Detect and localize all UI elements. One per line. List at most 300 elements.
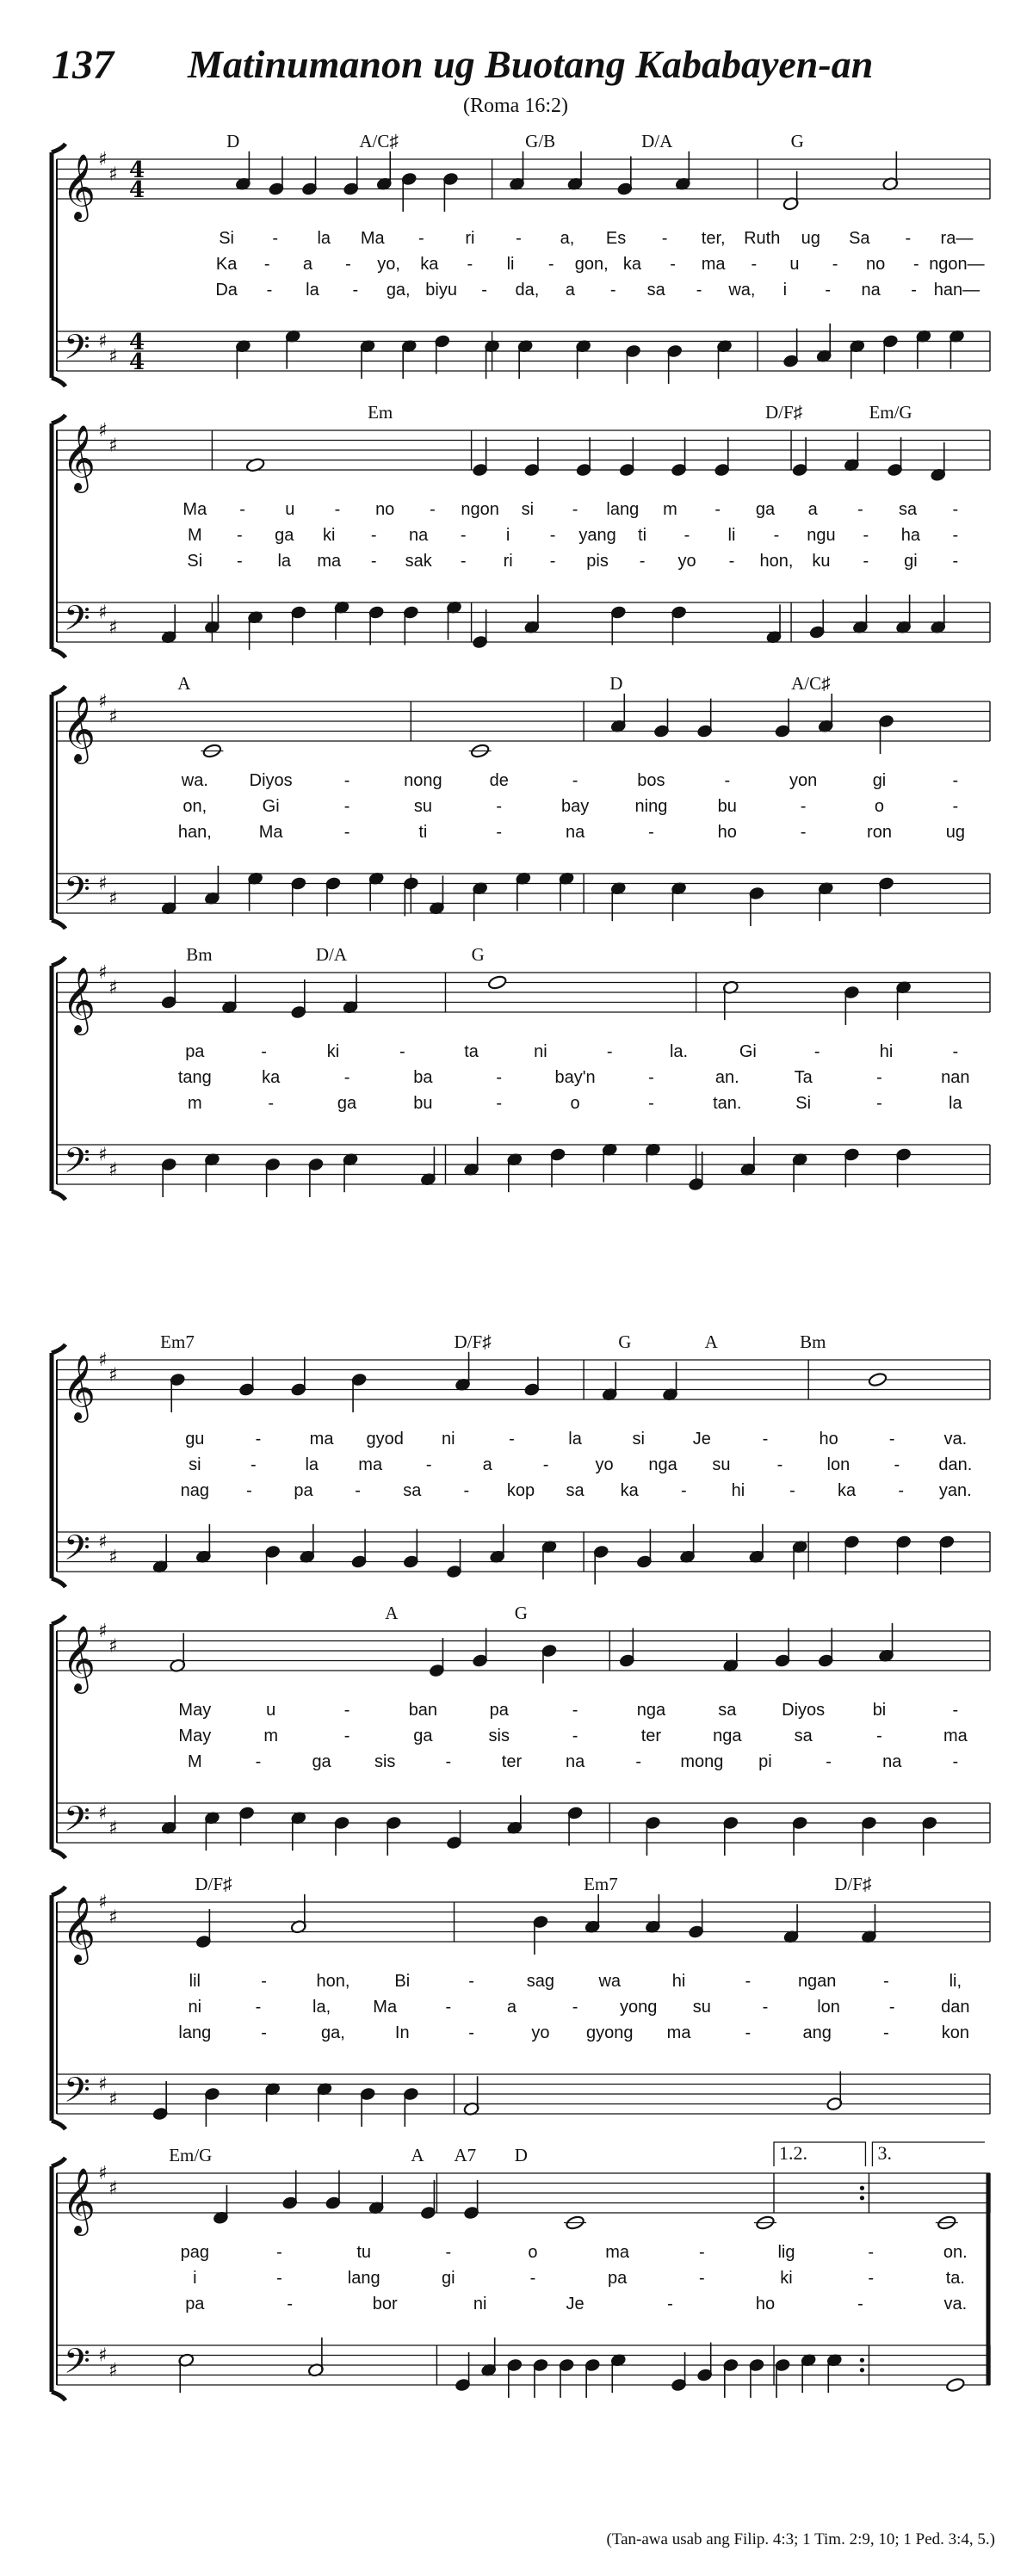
treble-clef: 𝄞	[62, 967, 96, 1033]
lyric-syllable: M	[187, 1752, 202, 1771]
lyric-syllable: su	[692, 1998, 711, 2017]
bass-clef: 𝄢	[64, 598, 90, 647]
lyric-syllable: -	[773, 526, 780, 545]
lyric-syllable: ti	[418, 823, 428, 842]
lyric-syllable: nga	[713, 1727, 742, 1745]
lyric-syllable: lon	[826, 1455, 851, 1474]
lyric-syllable: ban	[408, 1701, 438, 1720]
treble-clef: 𝄞	[62, 695, 96, 762]
lyric-syllable: -	[542, 1455, 549, 1474]
lyric-syllable: -	[639, 552, 646, 571]
lyric-syllable: -	[800, 823, 807, 842]
lyric-syllable: ga	[755, 500, 776, 519]
lyric-syllable: -	[287, 2295, 294, 2313]
lyric-syllable: han—	[933, 281, 980, 300]
lyric-syllable: sa	[718, 1701, 737, 1720]
lyric-syllable: gyong	[585, 2023, 634, 2042]
lyric-syllable: -	[832, 255, 838, 274]
lyric-syllable: In	[394, 2023, 410, 2042]
chord-symbol: D	[226, 131, 240, 151]
lyric-syllable: -	[261, 1972, 267, 1991]
scripture-reference: (Roma 16:2)	[463, 95, 568, 117]
lyric-syllable: ning	[634, 797, 668, 816]
lyric-syllable: yong	[620, 1998, 658, 2017]
lyric-syllable: -	[661, 229, 668, 248]
lyric-syllable: -	[516, 229, 522, 248]
lyric-syllable: -	[345, 255, 351, 274]
lyric-syllable: va.	[943, 1430, 968, 1449]
lyric-syllable: lil	[189, 1972, 201, 1991]
lyric-syllable: -	[745, 2023, 752, 2042]
chord-symbol: A	[704, 1331, 718, 1352]
lyric-syllable: -	[868, 2269, 875, 2288]
lyric-syllable: pa	[185, 1042, 205, 1061]
lyric-syllable: ngan	[797, 1972, 837, 1991]
chord-symbol: G	[514, 1603, 528, 1623]
lyric-syllable: -	[952, 552, 959, 571]
lyric-syllable: -	[572, 500, 578, 519]
sharp-sign: ♯	[108, 706, 118, 728]
lyric-syllable: -	[905, 229, 912, 248]
lyric-syllable: -	[648, 823, 654, 842]
lyric-syllable: i	[782, 281, 788, 300]
sharp-sign: ♯	[98, 1531, 108, 1554]
lyric-syllable: ga,	[386, 281, 411, 300]
lyric-syllable: bi	[872, 1701, 887, 1720]
lyric-syllable: -	[745, 1972, 752, 1991]
sharp-sign: ♯	[98, 1892, 108, 1913]
lyric-syllable: la	[306, 281, 319, 300]
lyric-syllable: li	[727, 526, 736, 545]
lyric-syllable: -	[445, 2243, 452, 2262]
lyric-syllable: la	[305, 1455, 319, 1474]
sharp-sign: ♯	[108, 616, 118, 639]
lyric-syllable: -	[762, 1998, 769, 2017]
lyric-syllable: Gi	[739, 1042, 757, 1061]
lyric-syllable: su	[413, 797, 432, 816]
hymn-number: 137	[52, 42, 114, 88]
treble-clef: 𝄞	[62, 1896, 96, 1962]
lyric-syllable: -	[952, 500, 959, 519]
sharp-sign: ♯	[108, 977, 118, 999]
lyric-syllable: -	[572, 1998, 578, 2017]
lyric-syllable: -	[246, 1481, 252, 1500]
lyric-syllable: -	[813, 1042, 820, 1061]
lyric-syllable: -	[863, 552, 869, 571]
lyric-syllable: Si	[187, 552, 203, 571]
lyric-syllable: o	[570, 1094, 580, 1113]
chord-symbol: Bm	[800, 1331, 826, 1352]
lyric-syllable: Ta	[794, 1068, 813, 1087]
lyric-syllable: -	[698, 2243, 705, 2262]
chord-symbol: G	[471, 944, 485, 965]
sharp-sign: ♯	[98, 1621, 108, 1642]
lyric-syllable: nga	[648, 1455, 677, 1474]
lyric-syllable: Si	[795, 1094, 812, 1113]
lyric-syllable: -	[496, 1094, 503, 1113]
chord-symbol: A/C♯	[359, 131, 399, 151]
lyric-syllable: va.	[943, 2295, 968, 2313]
lyric-syllable: no	[866, 255, 886, 274]
lyric-syllable: ma	[666, 2023, 691, 2042]
lyric-syllable: dan.	[938, 1455, 973, 1474]
chord-symbol: D/F♯	[834, 1874, 872, 1894]
lyric-syllable: -	[343, 823, 350, 842]
time-signature: 4	[129, 177, 145, 203]
lyric-syllable: -	[898, 1481, 905, 1500]
lyric-syllable: su	[712, 1455, 731, 1474]
chord-symbol: A	[411, 2145, 424, 2165]
lyric-syllable: wa,	[728, 281, 756, 300]
lyric-syllable: gyod	[366, 1430, 404, 1449]
lyric-syllable: ga	[413, 1727, 433, 1745]
lyric-syllable: de	[489, 771, 509, 790]
lyric-syllable: o	[528, 2243, 538, 2262]
repeat-dot	[860, 2358, 864, 2363]
lyric-syllable: -	[762, 1430, 769, 1449]
lyric-syllable: -	[239, 500, 245, 519]
lyric-syllable: ter	[640, 1727, 662, 1745]
lyric-syllable: li,	[949, 1972, 962, 1991]
lyric-syllable: o	[874, 797, 885, 816]
chord-symbol: A7	[454, 2145, 477, 2165]
treble-clef: 𝄞	[62, 424, 96, 491]
sharp-sign: ♯	[108, 435, 118, 457]
chord-symbol: A	[177, 673, 191, 694]
sharp-sign: ♯	[98, 1350, 108, 1371]
lyric-syllable: ku	[812, 552, 831, 571]
chord-symbol: Em	[368, 402, 393, 423]
lyric-syllable: ngon—	[929, 255, 985, 274]
lyric-syllable: ug	[945, 823, 965, 842]
lyric-syllable: May	[178, 1727, 212, 1745]
lyric-syllable: ho	[755, 2295, 776, 2313]
lyric-syllable: bay	[560, 797, 590, 816]
lyric-syllable: -	[425, 1455, 432, 1474]
lyric-syllable: -	[751, 255, 758, 274]
lyric-syllable: -	[952, 771, 959, 790]
lyric-syllable: ba	[413, 1068, 433, 1087]
sharp-sign: ♯	[98, 1144, 108, 1166]
lyric-syllable: -	[268, 1094, 275, 1113]
lyric-syllable: -	[667, 2295, 673, 2313]
bass-clef: 𝄢	[64, 2341, 90, 2390]
lyric-syllable: hi	[671, 1972, 686, 1991]
lyric-syllable: ter,	[701, 229, 726, 248]
lyric-syllable: on.	[943, 2243, 968, 2262]
lyric-syllable: -	[609, 281, 616, 300]
lyric-syllable: ni	[473, 2295, 487, 2313]
sharp-sign: ♯	[98, 1802, 108, 1825]
lyric-syllable: ma	[701, 255, 726, 274]
lyric-syllable: -	[445, 1998, 452, 2017]
lyric-syllable: -	[276, 2243, 282, 2262]
lyric-syllable: ma	[317, 552, 342, 571]
lyric-syllable: no	[375, 500, 395, 519]
sharp-sign: ♯	[98, 962, 108, 984]
lyric-syllable: -	[343, 1727, 350, 1745]
lyric-syllable: -	[343, 1701, 350, 1720]
lyric-syllable: Gi	[262, 797, 280, 816]
lyric-syllable: la	[277, 552, 292, 571]
lyric-syllable: -	[343, 1068, 350, 1087]
lyric-syllable: -	[863, 526, 869, 545]
lyric-syllable: bos	[637, 771, 665, 790]
bass-clef: 𝄢	[64, 327, 90, 376]
lyric-syllable: ga	[337, 1094, 357, 1113]
lyric-syllable: ki	[323, 526, 336, 545]
lyric-syllable: si	[521, 500, 535, 519]
lyric-syllable: -	[800, 797, 807, 816]
lyric-syllable: -	[460, 552, 467, 571]
lyric-syllable: Je	[566, 2295, 585, 2313]
lyric-syllable: lang	[347, 2269, 380, 2288]
sharp-sign: ♯	[98, 2344, 108, 2367]
lyric-syllable: nong	[404, 771, 442, 790]
lyric-syllable: gi	[872, 771, 887, 790]
lyric-syllable: pa	[489, 1701, 509, 1720]
lyric-syllable: i	[505, 526, 510, 545]
lyric-syllable: u	[285, 500, 295, 519]
bass-clef: 𝄢	[64, 1528, 90, 1577]
lyric-syllable: -	[876, 1068, 882, 1087]
bass-clef: 𝄢	[64, 2070, 90, 2119]
lyric-syllable: la	[949, 1094, 962, 1113]
treble-staff	[57, 1631, 990, 1671]
lyric-syllable: -	[481, 281, 487, 300]
lyric-syllable: kon	[941, 2023, 969, 2042]
sharp-sign: ♯	[108, 2359, 118, 2381]
lyric-syllable: Ma	[258, 823, 283, 842]
lyric-syllable: Je	[692, 1430, 711, 1449]
lyric-syllable: m	[663, 500, 677, 519]
lyric-syllable: ron	[867, 823, 892, 842]
chord-symbol: Em/G	[169, 2145, 213, 2165]
lyric-syllable: Diyos	[782, 1701, 826, 1720]
lyric-syllable: a	[807, 500, 818, 519]
lyric-syllable: ka	[262, 1068, 281, 1087]
footnote: (Tan-awa usab ang Filip. 4:3; 1 Tim. 2:9, 10; 1 Ped. 3:4, 5.)	[606, 2530, 995, 2548]
lyric-syllable: nan	[941, 1068, 970, 1087]
lyric-syllable: Ma	[373, 1998, 398, 2017]
lyric-syllable: -	[370, 552, 377, 571]
lyric-syllable: ma	[943, 1727, 968, 1745]
sharp-sign: ♯	[108, 1906, 118, 1929]
lyric-syllable: -	[714, 500, 721, 519]
sharp-sign: ♯	[98, 602, 108, 624]
lyric-syllable: na	[882, 1752, 902, 1771]
lyric-syllable: gu	[185, 1430, 205, 1449]
lyric-syllable: -	[370, 526, 377, 545]
bass-staff	[57, 1803, 990, 1843]
lyric-syllable: ri	[503, 552, 513, 571]
lyric-syllable: tang	[177, 1068, 212, 1087]
lyric-syllable: wa	[598, 1972, 622, 1991]
bass-staff	[57, 602, 990, 642]
lyric-syllable: -	[255, 1998, 262, 2017]
lyric-syllable: -	[418, 229, 424, 248]
lyric-syllable: May	[178, 1701, 212, 1720]
lyric-syllable: pi	[758, 1752, 772, 1771]
lyric-syllable: ga	[312, 1752, 331, 1771]
lyric-syllable: nag	[180, 1481, 210, 1500]
lyric-syllable: tan.	[713, 1094, 742, 1113]
treble-staff	[57, 701, 990, 741]
chord-symbol: D	[609, 673, 623, 694]
lyric-syllable: ra—	[940, 229, 974, 248]
lyric-syllable: -	[496, 823, 503, 842]
lyric-syllable: -	[496, 1068, 503, 1087]
lyric-syllable: -	[648, 1068, 654, 1087]
sharp-sign: ♯	[108, 164, 118, 186]
lyric-syllable: nga	[636, 1701, 666, 1720]
bass-clef: 𝄢	[64, 1140, 90, 1189]
lyric-syllable: sak	[405, 552, 432, 571]
chord-symbol: G	[618, 1331, 632, 1352]
lyric-syllable: sis	[488, 1727, 510, 1745]
repeat-dot	[860, 2368, 864, 2372]
lyric-syllable: yang	[578, 526, 616, 545]
lyric-syllable: Ma	[182, 500, 207, 519]
lyric-syllable: biyu	[425, 281, 457, 300]
lyric-syllable: an.	[714, 1068, 739, 1087]
lyric-syllable: -	[272, 229, 279, 248]
repeat-dot	[860, 2186, 864, 2190]
chord-symbol: D/F♯	[195, 1874, 232, 1894]
lyric-syllable: -	[468, 1972, 474, 1991]
lyric-syllable: -	[888, 1430, 895, 1449]
lyric-syllable: -	[572, 771, 578, 790]
lyric-syllable: ma	[309, 1430, 334, 1449]
lyric-syllable: -	[857, 500, 863, 519]
lyric-syllable: Sa	[849, 229, 870, 248]
sharp-sign: ♯	[98, 149, 108, 170]
time-signature: 4	[129, 349, 145, 375]
lyric-syllable: ta	[464, 1042, 479, 1061]
lyric-syllable: a	[302, 255, 312, 274]
lyric-syllable: han,	[177, 823, 212, 842]
lyric-syllable: -	[680, 1481, 687, 1500]
lyric-syllable: da,	[515, 281, 540, 300]
lyric-syllable: ma	[358, 1455, 383, 1474]
lyric-syllable: -	[460, 526, 467, 545]
lyric-syllable: pa	[608, 2269, 628, 2288]
lyric-syllable: Si	[219, 229, 235, 248]
chord-symbol: Em7	[584, 1874, 618, 1894]
lyric-syllable: ma	[605, 2243, 630, 2262]
time-signature: 4	[129, 330, 145, 355]
lyric-syllable: yo	[531, 2023, 550, 2042]
bass-clef: 𝄢	[64, 869, 90, 918]
lyric-syllable: -	[635, 1752, 642, 1771]
lyric-syllable: lang	[178, 2023, 212, 2042]
lyric-syllable: bu	[717, 797, 737, 816]
lyric-syllable: la	[568, 1430, 582, 1449]
lyric-syllable: ki	[780, 2269, 793, 2288]
lyric-syllable: hi	[879, 1042, 894, 1061]
lyric-syllable: M	[187, 526, 202, 545]
lyric-syllable: sa	[899, 500, 918, 519]
lyric-syllable: -	[606, 1042, 613, 1061]
lyric-syllable: pag	[180, 2243, 210, 2262]
lyric-syllable: pa	[185, 2295, 205, 2313]
lyric-syllable: -	[876, 1094, 882, 1113]
treble-clef: 𝄞	[62, 1354, 96, 1420]
lyric-syllable: Ka	[215, 255, 238, 274]
lyric-syllable: -	[468, 2023, 474, 2042]
lyric-syllable: lig	[777, 2243, 795, 2262]
lyric-syllable: Bi	[394, 1972, 411, 1991]
lyric-syllable: -	[399, 1042, 405, 1061]
lyric-syllable: a	[565, 281, 575, 300]
lyric-syllable: hi	[731, 1481, 745, 1500]
lyric-syllable: Ma	[360, 229, 385, 248]
lyric-syllable: Da	[215, 281, 238, 300]
volta-label: 1.2.	[779, 2142, 807, 2164]
lyric-syllable: -	[698, 2269, 705, 2288]
lyric-syllable: ga,	[321, 2023, 345, 2042]
lyric-syllable: Ruth	[744, 229, 781, 248]
lyric-syllable: si	[632, 1430, 645, 1449]
lyric-syllable: -	[572, 1701, 578, 1720]
lyric-syllable: -	[572, 1727, 578, 1745]
lyric-syllable: bu	[413, 1094, 433, 1113]
lyric-syllable: -	[857, 2295, 863, 2313]
sharp-sign: ♯	[108, 1817, 118, 1839]
repeat-dot	[860, 2196, 864, 2200]
lyric-syllable: gi	[442, 2269, 455, 2288]
lyric-syllable: -	[883, 2023, 889, 2042]
lyric-syllable: bor	[372, 2295, 398, 2313]
sharp-sign: ♯	[98, 330, 108, 353]
lyric-syllable: ka	[620, 1481, 639, 1500]
lyric-syllable: a,	[560, 229, 575, 248]
lyric-syllable: ka	[838, 1481, 857, 1500]
chord-symbol: A/C♯	[791, 673, 831, 694]
sharp-sign: ♯	[108, 1158, 118, 1181]
lyric-syllable: gi	[904, 552, 918, 571]
lyric-syllable: -	[684, 526, 690, 545]
lyric-syllable: -	[255, 1752, 262, 1771]
lyric-syllable: mong	[680, 1752, 724, 1771]
lyric-syllable: sa	[646, 281, 665, 300]
lyric-syllable: li	[506, 255, 515, 274]
lyric-syllable: ug	[801, 229, 820, 248]
lyric-syllable: yo,	[377, 255, 400, 274]
lyric-syllable: ta.	[945, 2269, 965, 2288]
chord-symbol: D/F♯	[764, 402, 803, 423]
sharp-sign: ♯	[108, 2178, 118, 2200]
lyric-syllable: -	[876, 1727, 882, 1745]
lyric-syllable: ho	[819, 1430, 838, 1449]
lyric-syllable: -	[952, 1701, 959, 1720]
chord-symbol: G/B	[525, 131, 556, 151]
lyric-syllable: m	[187, 1094, 202, 1113]
lyric-syllable: -	[263, 255, 270, 274]
lyric-syllable: la	[317, 229, 331, 248]
lyric-syllable: -	[648, 1094, 654, 1113]
sharp-sign: ♯	[98, 873, 108, 895]
lyric-syllable: m	[263, 1727, 279, 1745]
lyric-syllable: -	[255, 1430, 262, 1449]
sharp-sign: ♯	[98, 2073, 108, 2096]
treble-staff	[57, 1902, 990, 1942]
lyric-syllable: -	[334, 500, 341, 519]
lyric-syllable: -	[261, 2023, 267, 2042]
lyric-syllable: -	[261, 1042, 267, 1061]
chord-symbol: D/A	[315, 944, 348, 965]
lyric-syllable: na	[565, 823, 585, 842]
